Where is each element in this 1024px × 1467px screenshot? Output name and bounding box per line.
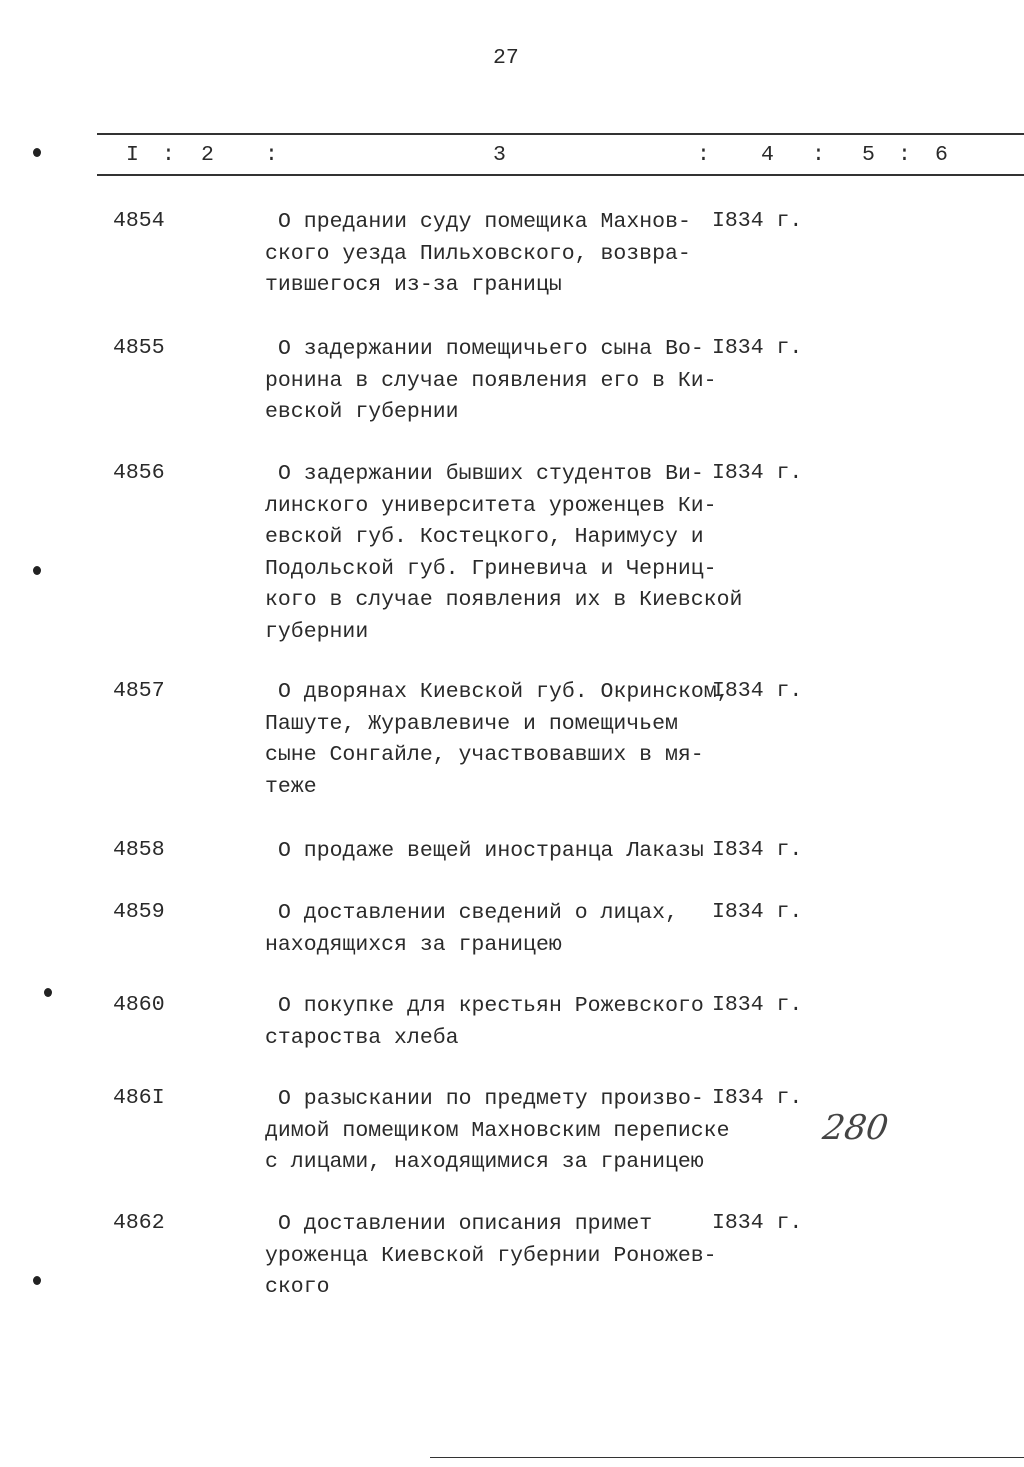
entry-description	[265, 334, 717, 429]
description-line: Подольской губ. Гриневича и Черниц-	[265, 556, 717, 581]
entry-number: 4862	[113, 1211, 165, 1235]
entry-description	[265, 459, 742, 648]
description-line: уроженца Киевской губернии Роножев-	[265, 1243, 717, 1268]
entry-description	[265, 836, 704, 868]
entry-number: 4856	[113, 461, 165, 485]
description-line: О предании суду помещика Махнов-	[278, 210, 691, 234]
separator: :	[812, 143, 825, 167]
description-line: сыне Сонгайле, участвовавших в мя-	[265, 743, 704, 767]
col-2-header: 2	[201, 143, 214, 167]
entry-year: I834 г.	[712, 336, 803, 360]
description-line: губернии	[265, 619, 369, 644]
entry-number: 4858	[113, 838, 165, 862]
description-line: О дворянах Киевской губ. Окринском,	[278, 680, 730, 704]
entry-number: 4855	[113, 336, 165, 360]
handwritten-note: 280	[820, 1108, 891, 1148]
entry-number: 4857	[113, 679, 165, 703]
description-line: староства хлеба	[265, 1025, 459, 1050]
description-line: димой помещиком Махновским переписке	[265, 1118, 730, 1143]
description-line: О задержании бывших студентов Ви-	[278, 462, 704, 486]
description-line: ронина в случае появления его в Ки-	[265, 368, 717, 393]
entry-year: I834 г.	[712, 900, 803, 924]
entry-year: I834 г.	[712, 209, 803, 233]
description-line: Пашуте, Журавлевиче и помещичьем	[265, 711, 678, 736]
entry-number: 486I	[113, 1086, 165, 1110]
entry-description	[265, 1209, 717, 1304]
description-line: тившегося из-за границы	[265, 273, 562, 297]
entry-number: 4859	[113, 900, 165, 924]
description-line: О разыскании по предмету произво-	[278, 1087, 704, 1111]
entry-description	[265, 898, 678, 961]
description-line: О доставлении сведений о лицах,	[278, 901, 678, 925]
entry-number: 4860	[113, 993, 165, 1017]
description-line: О покупке для крестьян Рожевского	[278, 994, 704, 1018]
description-line: линского университета уроженцев Ки-	[265, 493, 717, 518]
description-line: О доставлении описания примет	[278, 1212, 653, 1236]
description-line: теже	[265, 774, 317, 799]
separator: :	[265, 143, 278, 167]
description-line: О задержании помещичьего сына Во-	[278, 337, 704, 361]
punch-hole-mark	[33, 566, 41, 575]
description-line: евской губ. Костецкого, Наримусу и	[265, 525, 704, 549]
entry-year: I834 г.	[712, 1086, 803, 1110]
col-5-header: 5	[862, 143, 875, 167]
entry-year: I834 г.	[712, 1211, 803, 1235]
entry-year: I834 г.	[712, 679, 803, 703]
header-top-rule	[97, 133, 1024, 135]
entry-number: 4854	[113, 209, 165, 233]
entry-description	[265, 207, 691, 302]
description-line: О продаже вещей иностранца Лаказы	[278, 839, 704, 863]
description-line: кого в случае появления их в Киевской	[265, 588, 743, 612]
entry-year: I834 г.	[712, 993, 803, 1017]
punch-hole-mark	[33, 1276, 41, 1285]
entry-description	[265, 991, 704, 1054]
description-line: ского уезда Пильховского, возвра-	[265, 241, 691, 266]
description-line: ского	[265, 1275, 330, 1299]
page-number: 27	[493, 46, 519, 70]
description-line: находящихся за границею	[265, 932, 562, 957]
col-3-header: 3	[493, 143, 506, 167]
description-line: с лицами, находящимися за границею	[265, 1150, 704, 1174]
bottom-rule	[430, 1457, 1024, 1458]
description-line: евской губернии	[265, 400, 459, 424]
punch-hole-mark	[44, 988, 52, 997]
col-1-header: I	[126, 143, 139, 167]
punch-hole-mark	[33, 148, 41, 157]
entry-year: I834 г.	[712, 461, 803, 485]
col-6-header: 6	[935, 143, 948, 167]
entry-description	[265, 1084, 729, 1179]
entry-description	[265, 677, 730, 803]
entry-year: I834 г.	[712, 838, 803, 862]
header-bottom-rule	[97, 174, 1024, 176]
col-4-header: 4	[761, 143, 774, 167]
separator: :	[697, 143, 710, 167]
separator: :	[898, 143, 911, 167]
separator: :	[162, 143, 175, 167]
